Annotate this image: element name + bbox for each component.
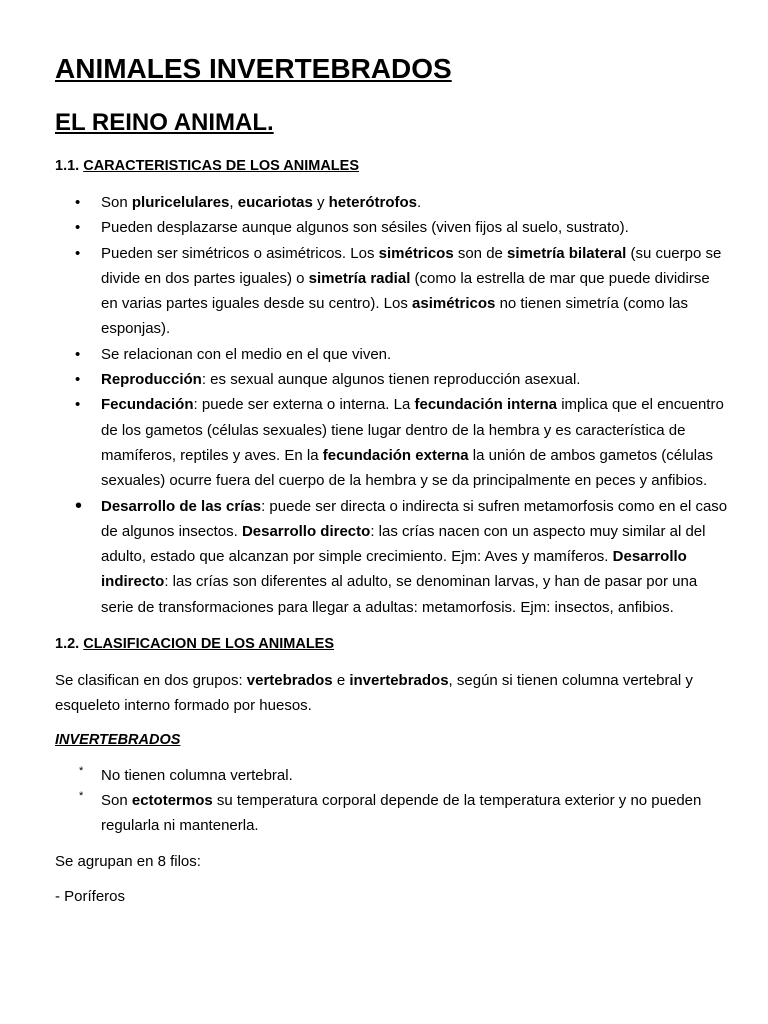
- section-title: CLASIFICACION DE LOS ANIMALES: [83, 636, 335, 653]
- group-item: - Poríferos: [55, 887, 126, 905]
- list-item: • Son pluricelulares, eucariotas y heterótrofos.: [55, 190, 730, 215]
- bullet-icon: •: [75, 371, 81, 389]
- asterisk-icon: *: [79, 789, 84, 802]
- document-subtitle: EL REINO ANIMAL.: [55, 109, 274, 136]
- invertebrates-list: [55, 763, 730, 839]
- list-item: • Pueden ser simétricos o asimétricos. Los simétricos son de simetría bilateral (su cuerpo se divide en dos partes iguales) o simetría radial (como la estrella de mar que puede dividirse en varias partes iguales desde su centro). Los asimétricos no tienen simetría (como las esponjas).: [55, 241, 730, 342]
- section-heading-classification: [55, 634, 730, 654]
- list-item: • Fecundación: puede ser externa o interna. La fecundación interna implica que el encuentro de los gametos (células sexuales) tiene lugar dentro de la hembra y es característica de mamíferos, reptiles y aves. En la fecundación externa la unión de ambos gametos (células sexuales) ocurre fuera del cuerpo de la hembra y se da principalmente en peces y anfibios.: [55, 392, 730, 493]
- bullet-icon: •: [75, 345, 81, 363]
- section-heading-characteristics: [55, 156, 730, 176]
- classification-paragraph: Se clasifican en dos grupos: vertebrados e invertebrados, según si tienen columna vertebral y esqueleto interno formado por huesos.: [55, 672, 693, 715]
- bullet-icon: •: [75, 194, 81, 211]
- list-item: • Desarrollo de las crías: puede ser directa o indirecta si sufren metamorfosis como en el caso de algunos insectos. Desarrollo directo: las crías nacen con un aspecto muy similar al del adulto, estado que alcanzan por simple crecimiento. Ejm: Aves y mamíferos. Desarrollo indirecto: las crías son diferentes al adulto, se denominan larvas, y han de pasar por una serie de transformaciones para llegar a adultas: metamorfosis. Ejm: insectos, anfibios.: [75, 494, 728, 616]
- section-number: 1.1.: [55, 158, 80, 174]
- document-title: ANIMALES INVERTEBRADOS: [55, 53, 452, 84]
- groups-intro: Se agrupan en 8 filos:: [55, 852, 201, 870]
- section-title: CARACTERISTICAS DE LOS ANIMALES: [83, 158, 359, 174]
- list-item: • Se relacionan con el medio en el que viven.: [55, 342, 730, 367]
- bullet-icon: •: [75, 396, 81, 414]
- asterisk-icon: *: [79, 764, 84, 777]
- section-number: 1.2.: [55, 636, 80, 653]
- list-item: * Son ectotermos su temperatura corporal depende de la temperatura exterior y no pueden regularla ni mantenerla.: [55, 788, 730, 839]
- bullet-icon: •: [75, 244, 81, 262]
- bullet-icon: •: [75, 494, 83, 517]
- invertebrates-subheading: INVERTEBRADOS: [55, 731, 181, 748]
- list-item: • Reproducción: es sexual aunque algunos tienen reproducción asexual.: [55, 367, 730, 392]
- bullet-icon: •: [75, 219, 81, 237]
- characteristics-list: [55, 190, 730, 620]
- list-item: • Pueden desplazarse aunque algunos son sésiles (viven fijos al suelo, sustrato).: [55, 215, 730, 240]
- list-item: * No tienen columna vertebral.: [55, 763, 730, 788]
